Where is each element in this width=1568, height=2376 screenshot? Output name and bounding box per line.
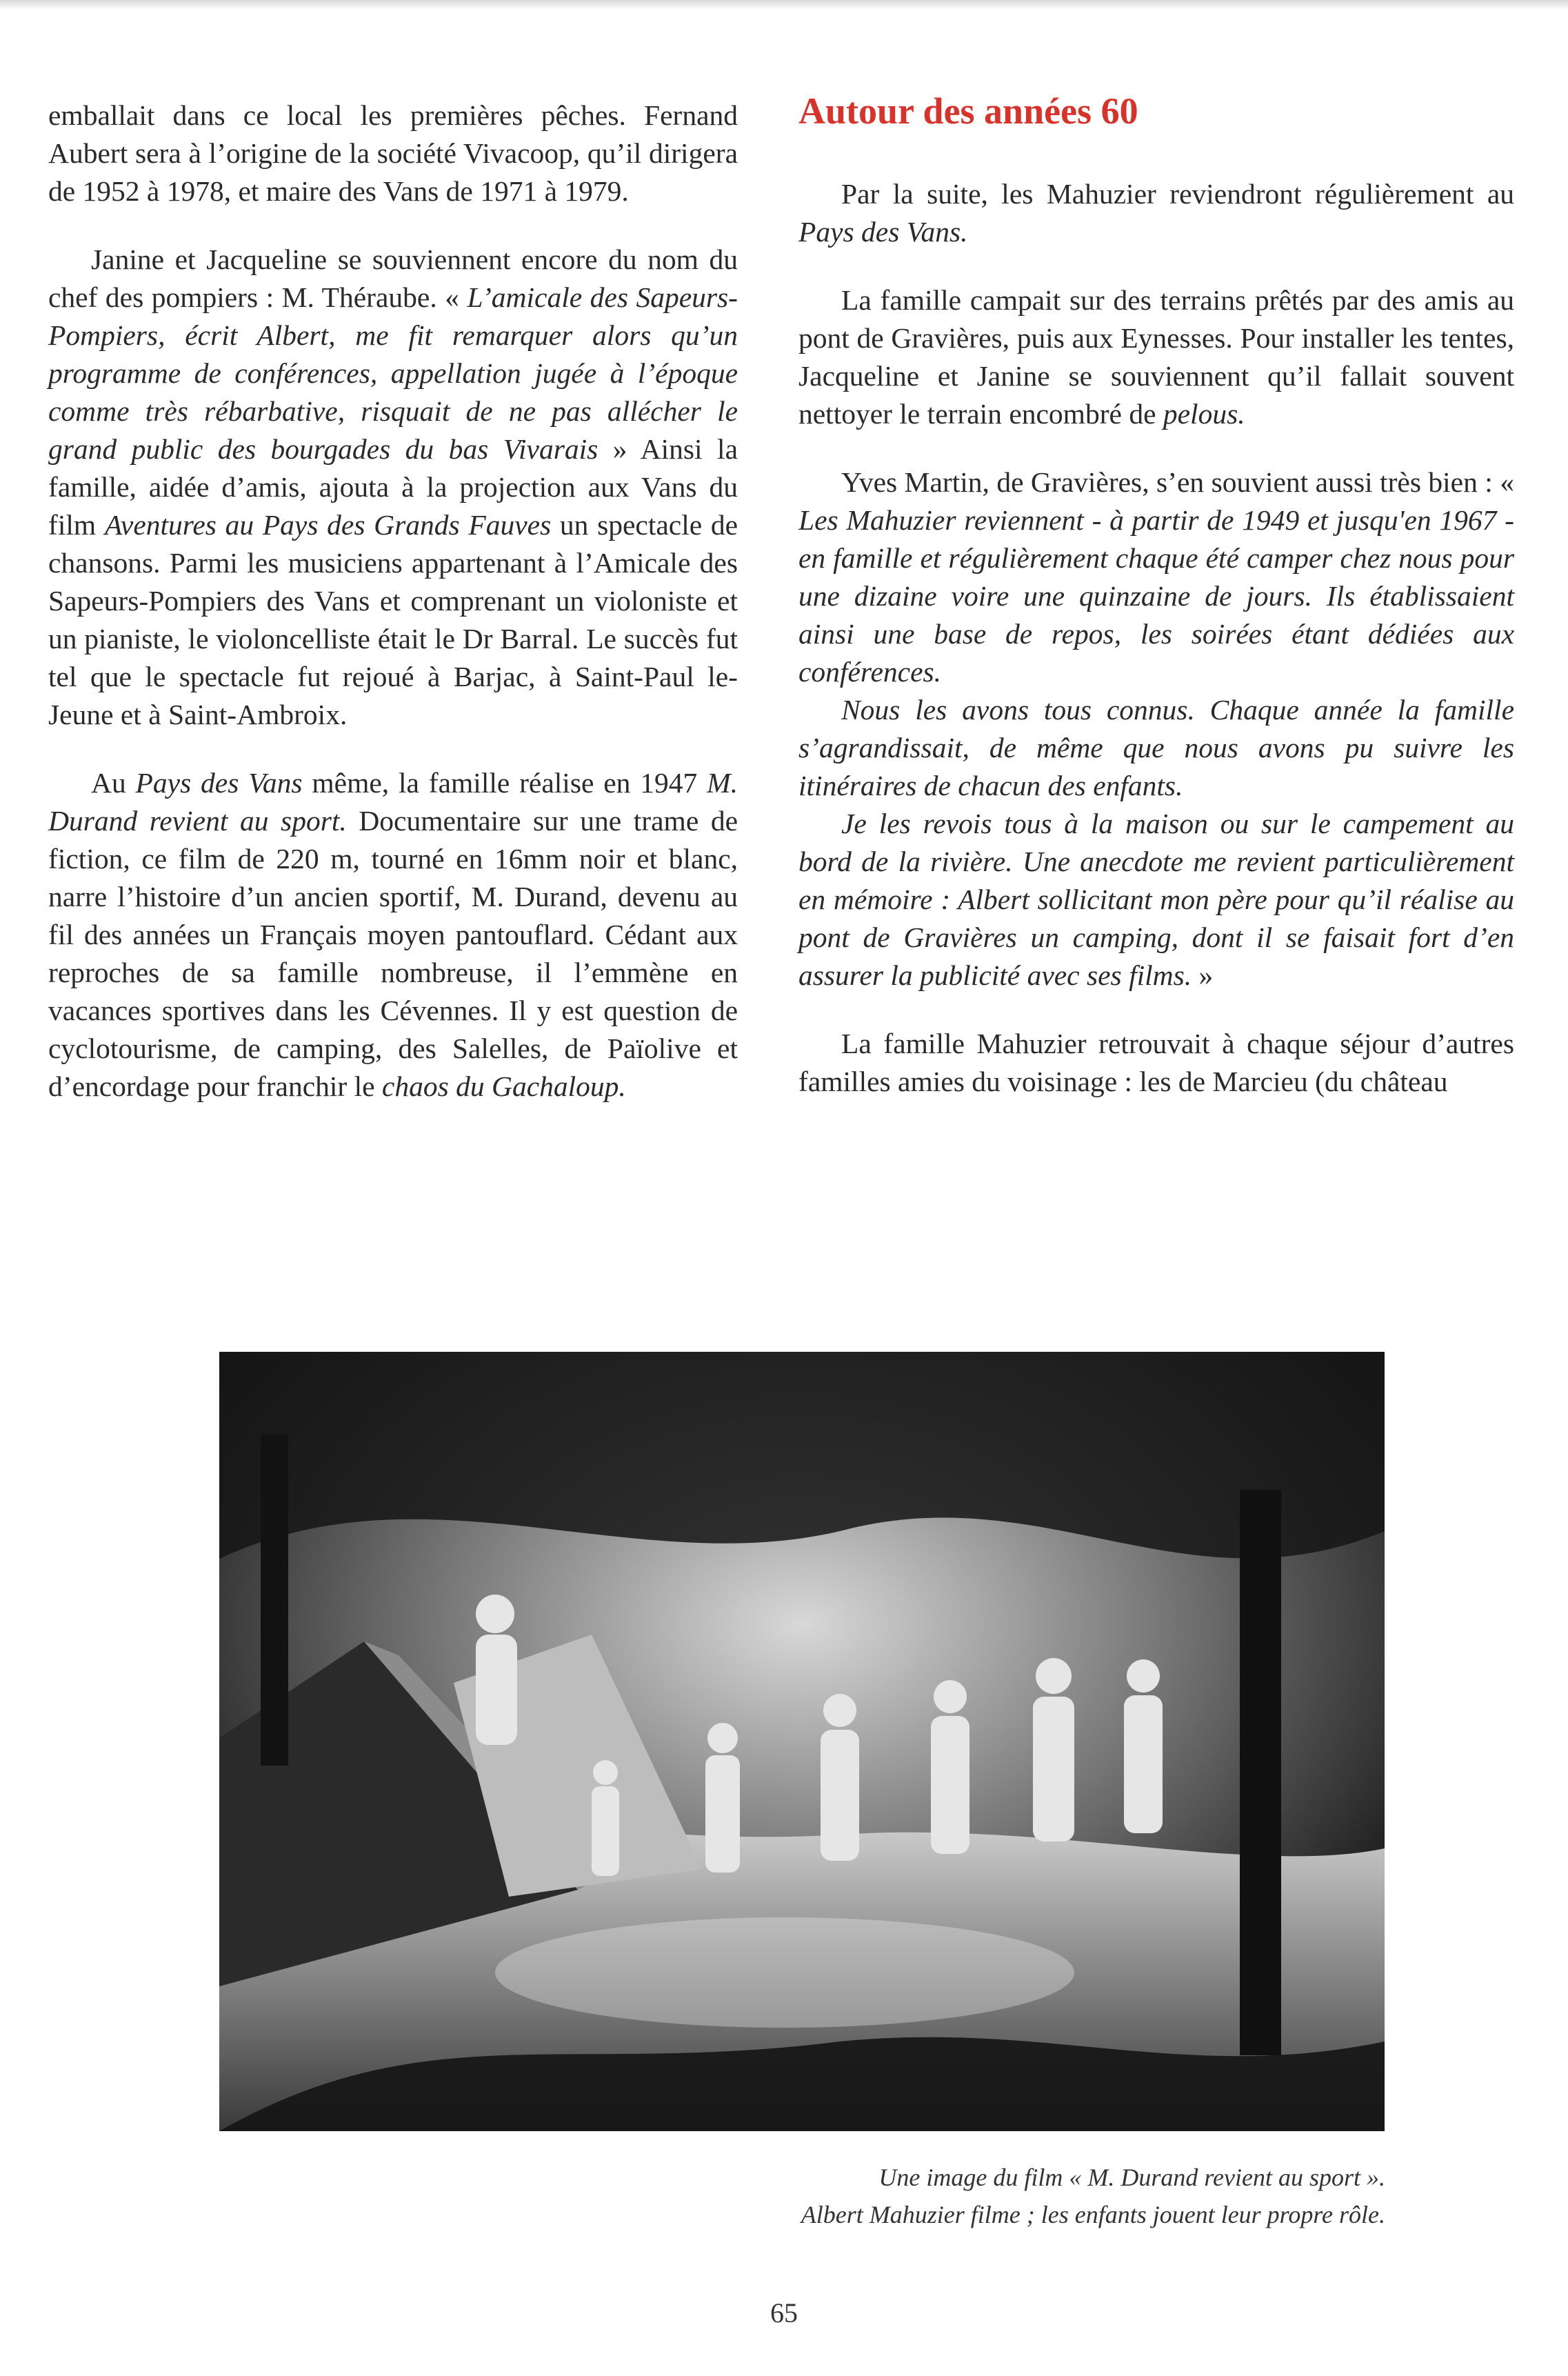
paragraph bbox=[798, 175, 1514, 251]
left-column bbox=[48, 97, 738, 1136]
paragraph: La famille Mahuzier retrouvait à chaque séjour d’autres familles amies du voisinage : les de Marcieu (du château bbox=[798, 1028, 1514, 1097]
place-name: chaos du Gachaloup. bbox=[381, 1070, 626, 1102]
place-name: Pays des Vans. bbox=[798, 216, 968, 248]
paragraph bbox=[798, 281, 1514, 433]
film-still-photo bbox=[219, 1352, 1385, 2131]
text-run: un spectacle de chansons. Parmi les musiciens appartenant à l’Amicale des Sapeurs-Pompiers des Vans et comprenant un violoniste et un pianiste, le violoncelliste était le Dr Barral. Le succès fut tel que le spectacle fut rejoué à Barjac, à Saint-Paul le-Jeune et à Saint-Ambroix. bbox=[48, 509, 738, 730]
film-title: Aventures au Pays des Grands Fauves bbox=[104, 509, 552, 541]
emphasized-word: pelous. bbox=[1163, 398, 1245, 430]
text-run: » bbox=[1192, 959, 1214, 991]
photo-illustration bbox=[219, 1352, 1385, 2131]
text-run: Au bbox=[91, 767, 136, 799]
text-run: Documentaire sur une trame de fiction, ce film de 220 m, tourné en 16mm noir et blanc, narre l’histoire d’un ancien sportif, M. Durand, devenu au fil des années un Français moyen pantouflard. Cédant aux reproches de sa famille nombreuse, il l’emmène en vacances sportives dans les Cévennes. Il y est question de cyclotourisme, de camping, des Salelles, de Païolive et d’encordage pour franchir le bbox=[48, 805, 738, 1102]
quote-paragraph bbox=[798, 805, 1514, 995]
place-name: Pays des Vans bbox=[135, 767, 303, 799]
caption-line: Albert Mahuzier filme ; les enfants jouent leur propre rôle. bbox=[801, 2201, 1385, 2228]
paragraph bbox=[48, 764, 738, 1106]
quote-paragraph: Nous les avons tous connus. Chaque année la famille s’agrandissait, de même que nous avons pu suivre les itinéraires de chacun des enfants. bbox=[798, 694, 1514, 801]
caption-line: Une image du film « M. Durand revient au sport ». bbox=[878, 2164, 1385, 2191]
film-title: M. Durand revient au sport. bbox=[48, 767, 738, 837]
paragraph bbox=[798, 463, 1514, 691]
paragraph bbox=[48, 241, 738, 734]
quote-text: Je les revois tous à la maison ou sur le campement au bord de la rivière. Une anecdote me revient particulièrement en mémoire : Albert sollicitant mon père pour qu’il réalise au pont de Gravières un camping, dont il se faisait fort d’en assurer la publicité avec ses films. bbox=[798, 808, 1514, 991]
quote-text: L’amicale des Sapeurs-Pompiers, écrit Albert, me fit remarquer alors qu’un programme de conférences, appellation jugée à l’époque comme très rébarbative, risquait de ne pas allécher le grand public des bourgades du bas Vivarais bbox=[48, 281, 738, 465]
text-run: La famille campait sur des terrains prêtés par des amis au pont de Gravières, puis aux Eynesses. Pour installer les tentes, Jacqueline et Janine se souviennent qu’il fallait souvent nettoyer le terrain encombré de bbox=[798, 284, 1514, 430]
page-number: 65 bbox=[770, 2297, 798, 2328]
text-run: même, la famille réalise en 1947 bbox=[302, 767, 707, 799]
photo-caption bbox=[420, 2159, 1385, 2233]
text-run: Janine et Jacqueline se souviennent encore du nom du chef des pompiers : M. Théraube. « bbox=[48, 243, 738, 313]
section-heading: Autour des années 60 bbox=[798, 90, 1138, 132]
quote-text: Les Mahuzier reviennent - à partir de 1949 et jusqu'en 1967 - en famille et régulièrement chaque été camper chez nous pour une dizaine voire une quinzaine de jours. Ils établissaient ainsi une base de repos, les soirées étant dédiées aux conférences. bbox=[798, 504, 1514, 688]
text-run: Yves Martin, de Gravières, s’en souvient aussi très bien : « bbox=[841, 466, 1514, 498]
page-top-edge bbox=[0, 0, 1568, 10]
text-run: » Ainsi la famille, aidée d’amis, ajouta à la projection aux Vans du film bbox=[48, 433, 738, 541]
right-column bbox=[798, 90, 1514, 1131]
paragraph: emballait dans ce local les premières pêches. Fernand Aubert sera à l’origine de la société Vivacoop, qu’il dirigera de 1952 à 1978, et maire des Vans de 1971 à 1979. bbox=[48, 99, 738, 207]
text-run: Par la suite, les Mahuzier reviendront régulièrement au bbox=[841, 178, 1514, 210]
